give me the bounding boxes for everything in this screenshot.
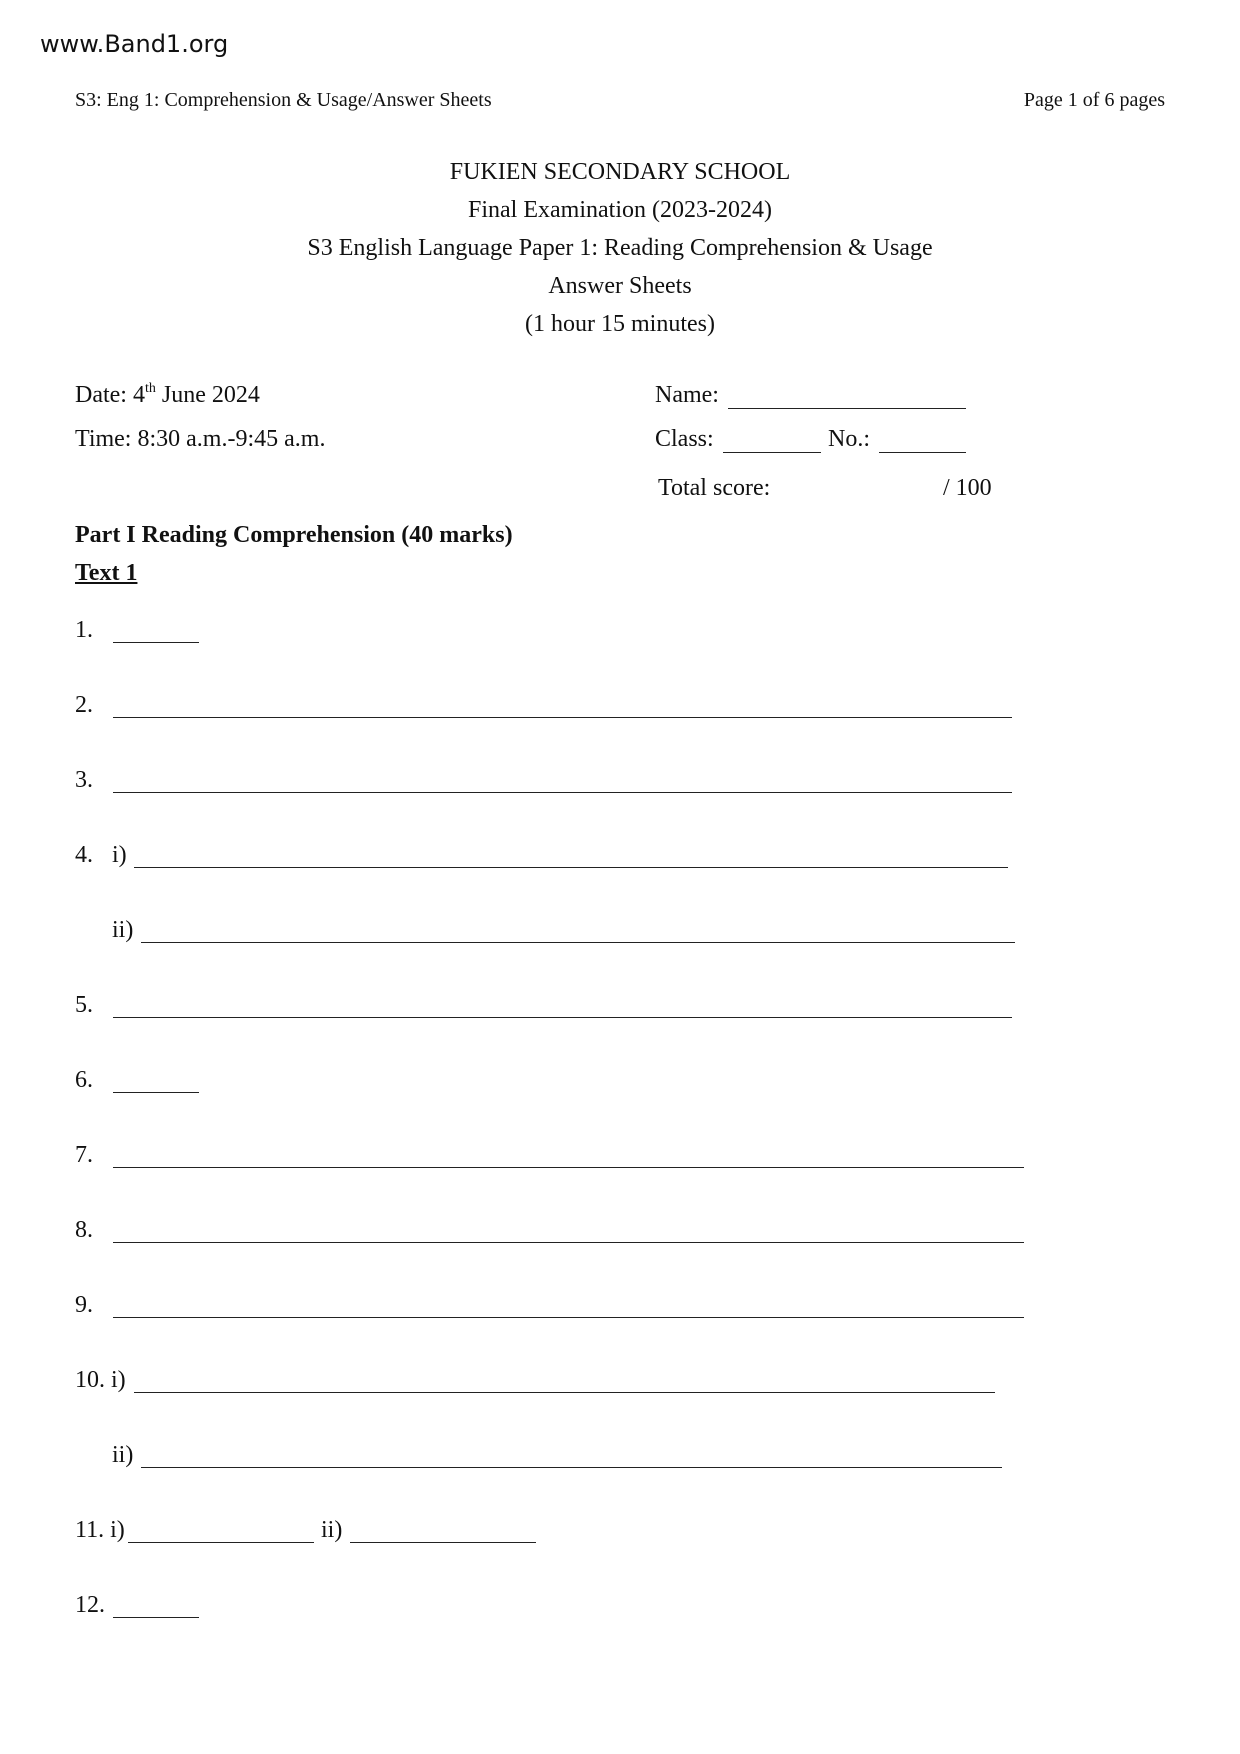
class-field[interactable] [723,452,821,453]
answer-line-7[interactable] [113,1167,1024,1168]
answer-line-2[interactable] [113,717,1012,718]
question-number-9: 9. [75,1292,93,1318]
answer-line-4-i[interactable] [134,867,1008,868]
answer-line-5[interactable] [113,1017,1012,1018]
answer-line-10-ii[interactable] [141,1467,1002,1468]
question-number-10: 10. i) [75,1367,126,1393]
title-block [0,153,1240,343]
class-label: Class: [655,426,714,452]
header-left: S3: Eng 1: Comprehension & Usage/Answer Sheets [75,89,492,111]
name-field[interactable] [728,408,966,409]
part-heading: Part I Reading Comprehension (40 marks) [75,522,513,548]
question-number-3: 3. [75,767,93,793]
text-heading: Text 1 [75,560,138,586]
question-10-part-ii-label: ii) [112,1442,134,1468]
question-4-part-i-label: i) [112,842,127,868]
question-number-12: 12. [75,1592,105,1618]
question-number-6: 6. [75,1067,93,1093]
answer-line-9[interactable] [113,1317,1024,1318]
answer-line-8[interactable] [113,1242,1024,1243]
answer-line-4-ii[interactable] [141,942,1015,943]
school-name: FUKIEN SECONDARY SCHOOL [449,159,791,185]
question-number-5: 5. [75,992,93,1018]
exam-date: Date: 4th June 2024 [75,381,260,408]
question-4-part-ii-label: ii) [112,917,134,943]
site-watermark: www.Band1.org [40,30,229,58]
number-label: No.: [828,426,870,452]
question-number-4: 4. [75,842,93,868]
question-number-2: 2. [75,692,93,718]
answer-line-11-ii[interactable] [350,1542,536,1543]
question-number-7: 7. [75,1142,93,1168]
answer-line-1[interactable] [113,642,199,643]
duration: (1 hour 15 minutes) [525,311,715,337]
answer-line-11-i[interactable] [128,1542,314,1543]
answer-line-3[interactable] [113,792,1012,793]
question-number-1: 1. [75,617,93,643]
question-11-part-ii-label: ii) [321,1517,343,1543]
number-field[interactable] [879,452,966,453]
answer-line-12[interactable] [113,1617,199,1618]
answer-sheets-title: Answer Sheets [548,273,692,299]
paper-name: S3 English Language Paper 1: Reading Comprehension & Usage [307,235,933,261]
answer-line-6[interactable] [113,1092,199,1093]
total-score-label: Total score: [658,475,771,501]
exam-time: Time: 8:30 a.m.-9:45 a.m. [75,426,326,452]
question-number-8: 8. [75,1217,93,1243]
name-label: Name: [655,382,719,408]
exam-name: Final Examination (2023-2024) [468,197,772,223]
question-number-11: 11. i) [75,1517,125,1543]
header-page-number: Page 1 of 6 pages [1023,89,1165,111]
total-score-max: / 100 [943,475,992,501]
answer-line-10-i[interactable] [134,1392,995,1393]
